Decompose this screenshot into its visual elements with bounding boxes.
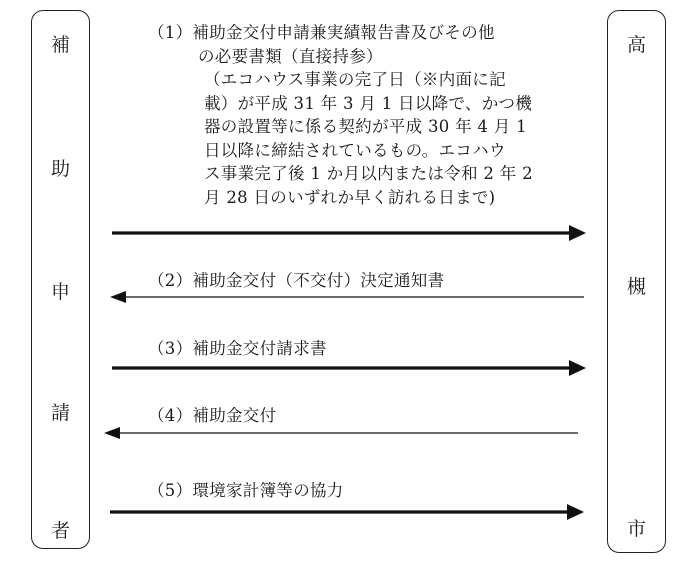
step-1-line: 月 28 日のいずれか早く訪れる日まで) <box>204 187 496 207</box>
city-label-char: 槻 <box>626 276 646 298</box>
arrow-step-2 <box>110 291 584 303</box>
step-1-line: 載）が平成 31 年 3 月 1 日以降で、かつ機 <box>204 93 533 113</box>
step-1-line: （エコハウス事業の完了日（※内面に記 <box>204 70 506 89</box>
applicant-label-char: 者 <box>50 520 70 542</box>
arrow-step-1 <box>112 225 586 241</box>
city-label-char: 市 <box>626 518 646 540</box>
arrow-step-3 <box>112 360 586 376</box>
step-1-line: （1）補助金交付申請兼実績報告書及びその他 <box>148 23 495 42</box>
arrow-step-4 <box>104 427 578 439</box>
applicant-label-char: 請 <box>50 402 70 424</box>
step-1-line: 器の設置等に係る契約が平成 30 年 4 月 1 <box>204 117 527 136</box>
city-label-char: 高 <box>626 34 646 56</box>
applicant-label-char: 助 <box>50 158 70 180</box>
applicant-label-char: 申 <box>50 281 70 303</box>
step-2-line: （2）補助金交付（不交付）決定通知書 <box>148 271 445 290</box>
step-4-line: （4）補助金交付 <box>148 406 277 425</box>
step-5-line: （5）環境家計簿等の協力 <box>148 481 344 500</box>
step-1-line: の必要書類（直接持参） <box>198 46 383 66</box>
applicant-label-char: 補 <box>50 34 70 56</box>
step-1-line: 日以降に締結されているもの。エコハウ <box>204 140 506 160</box>
arrow-step-5 <box>110 504 584 520</box>
step-3-line: （3）補助金交付請求書 <box>148 339 327 358</box>
step-1-line: ス事業完了後 1 か月以内または令和 2 年 2 <box>204 164 533 183</box>
